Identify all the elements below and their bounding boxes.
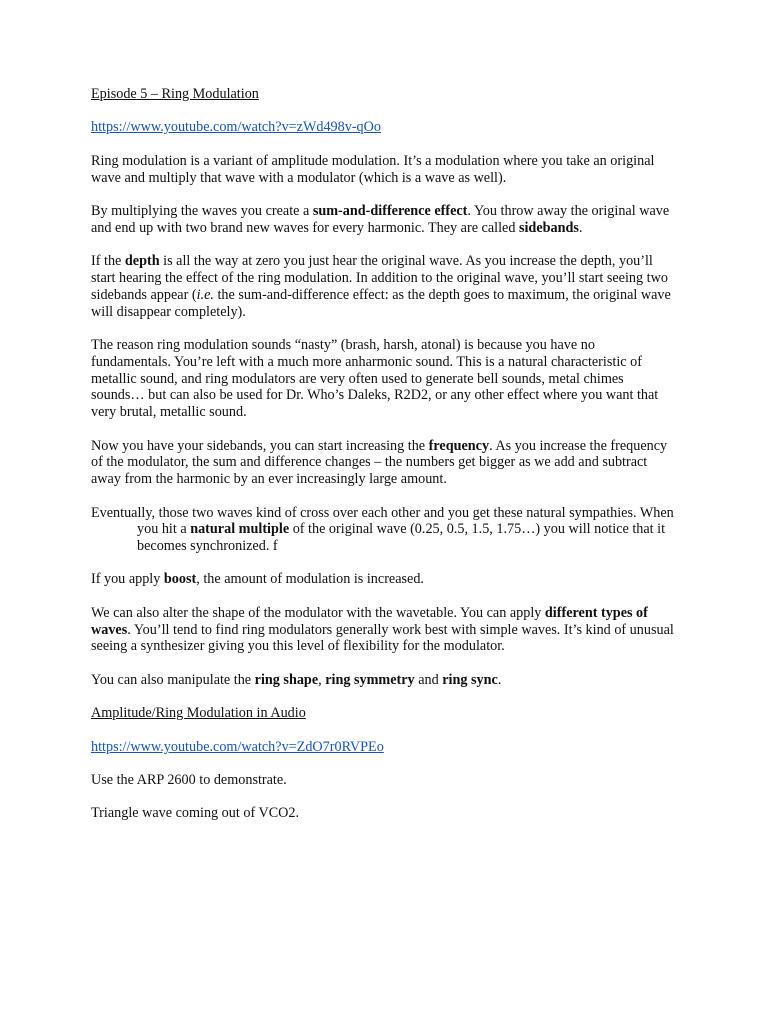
episode-title-text: Episode 5 – Ring Modulation [91,86,259,102]
term-depth: depth [124,253,160,270]
video-link-1[interactable]: https://www.youtube.com/watch?v=zWd498v-qOo [91,119,381,136]
episode-title [91,86,676,103]
paragraph-depth: If the depth is all the way at zero you just hear the original wave. As you increase the depth, you’ll start hearing the effect of the ring modulation. In addition to the original wave, you’ll start seeing two sidebands appear (i.e. the sum-and-difference effect: as the depth goes to maximum, the original wave will disappear completely). [91,253,671,320]
video-link-2-paragraph [91,739,676,756]
term-frequency: frequency [428,437,490,454]
video-link-1-paragraph [91,119,676,136]
term-ring-symmetry: ring symmetry [325,671,415,688]
paragraph-sidebands: By multiplying the waves you create a sum-and-difference effect. You throw away the original wave and end up with two brand new waves for every harmonic. They are called sidebands. [91,202,670,236]
term-boost: boost [163,571,197,588]
paragraph-arp: Use the ARP 2600 to demonstrate. [91,772,287,789]
paragraph-boost: If you apply boost, the amount of modulation is increased. [91,571,424,588]
paragraph-wavetable: We can also alter the shape of the modulator with the wavetable. You can apply different types of waves. You’ll tend to find ring modulators generally work best with simple waves. It’s kind of unusual seeing a synthesizer giving you this level of flexibility for the modulator. [91,604,674,655]
document-page [91,86,676,839]
term-natural-multiple: natural multiple [190,521,290,538]
term-ring-sync: ring sync [442,671,498,688]
paragraph-triangle: Triangle wave coming out of VCO2. [91,805,300,822]
paragraph-intro: Ring modulation is a variant of amplitude modulation. It’s a modulation where you take an original wave and multiply that wave with a modulator (which is a wave as well). [91,152,655,186]
paragraph-nasty-sound: The reason ring modulation sounds “nasty” (brash, harsh, atonal) is because you have no fundamentals. You’re left with a much more anharmonic sound. This is a natural characteristic of metallic sound, and ring modulators are very often used to generate bell sounds, metal chimes sounds… but can also be used for Dr. Who’s Daleks, R2D2, or any other effect where you want that very brutal, metallic sound. [91,336,659,421]
term-sum-and-difference: sum-and-difference effect [312,202,468,219]
term-different-types-of-waves: different types of waves [91,604,648,638]
term-sidebands: sidebands [518,219,579,236]
section-subheading [91,705,676,722]
paragraph-ring-params: You can also manipulate the ring shape, ring symmetry and ring sync. [91,671,502,688]
term-ring-shape: ring shape [254,671,319,688]
section-subheading-text: Amplitude/Ring Modulation in Audio [91,705,306,722]
paragraph-frequency: Now you have your sidebands, you can start increasing the frequency. As you increase the frequency of the modulator, the sum and difference changes – the numbers get bigger as we add and subtract away from the harmonic by an ever increasingly large amount. [91,437,668,488]
video-link-2[interactable]: https://www.youtube.com/watch?v=ZdO7r0RVPEo [91,738,384,755]
paragraph-natural-multiple: Eventually, those two waves kind of cross over each other and you get these natural sympathies. When you hit a natural multiple of the original wave (0.25, 0.5, 1.5, 1.75…) you will notice that it becomes synchronized. f [91,504,674,555]
